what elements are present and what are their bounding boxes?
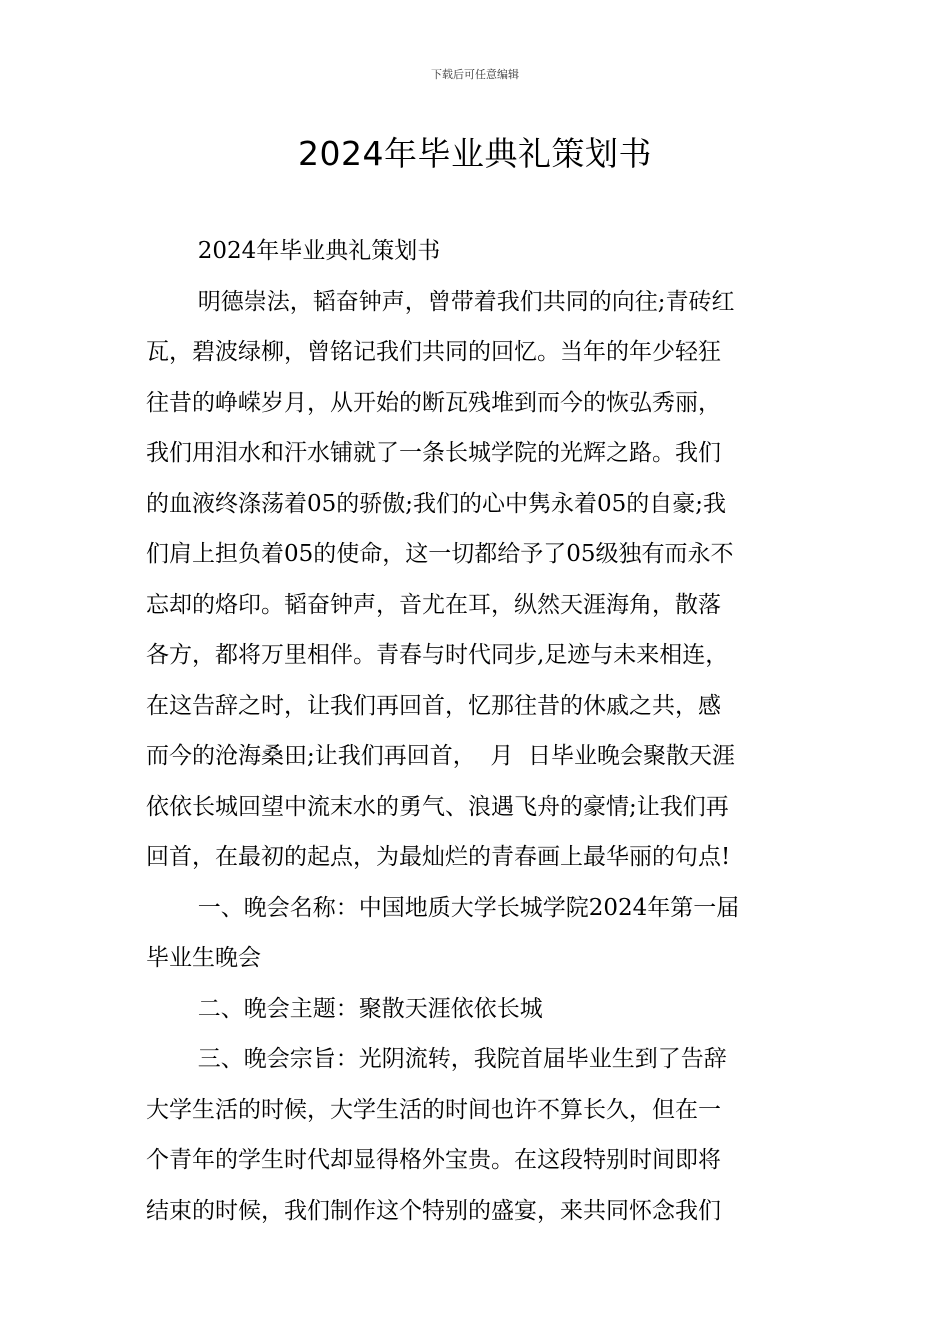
text-line: 们肩上担负着05的使命，这一切都给予了05级独有而永不	[146, 541, 734, 567]
paragraph-event-theme	[146, 984, 806, 1035]
text-line: 而今的沧海桑田;让我们再回首， 月 日毕业晚会聚散天涯	[146, 743, 735, 769]
text-line: 二、晚会主题：聚散天涯依依长城	[197, 995, 543, 1022]
text-line: 结束的时候，我们制作这个特别的盛宴，来共同怀念我们	[146, 1197, 721, 1224]
text-line: 往昔的峥嵘岁月，从开始的断瓦残堆到而今的恢弘秀丽，	[146, 389, 721, 416]
text-line: 2024年毕业典礼策划书	[197, 238, 441, 264]
header-note: 下载后可任意编辑	[431, 68, 519, 81]
text-line: 大学生活的时候，大学生活的时间也许不算长久，但在一	[146, 1096, 721, 1123]
text-line: 毕业生晚会	[146, 945, 261, 971]
text-line: 的血液终涤荡着05的骄傲;我们的心中隽永着05的自豪;我	[146, 490, 727, 517]
text-line: 瓦，碧波绿柳，曾铭记我们共同的回忆。当年的年少轻狂	[146, 339, 721, 365]
text-line: 三、晚会宗旨：光阴流转，我院首届毕业生到了告辞	[197, 1046, 727, 1072]
text-line: 个青年的学生时代却显得格外宝贵。在这段特别时间即将	[146, 1147, 721, 1173]
document-body	[146, 226, 806, 1236]
text-line: 回首，在最初的起点，为最灿烂的青春画上最华丽的句点!	[146, 844, 731, 870]
text-line: 我们用泪水和汗水铺就了一条长城学院的光辉之路。我们	[146, 440, 721, 466]
text-line: 依依长城回望中流末水的勇气、浪遇飞舟的豪情;让我们再	[146, 793, 729, 820]
text-line: 忘却的烙印。韬奋钟声，音尤在耳，纵然天涯海角，散落	[146, 591, 721, 618]
text-line: 明德崇法，韬奋钟声，曾带着我们共同的向往;青砖红	[197, 288, 735, 315]
paragraph-event-name	[146, 883, 806, 984]
paragraph-subtitle	[146, 226, 806, 277]
text-line: 一、晚会名称：中国地质大学长城学院2024年第一届	[197, 894, 740, 921]
paragraph-intro	[146, 277, 806, 883]
paragraph-event-purpose	[146, 1034, 806, 1236]
document-title: 2024年毕业典礼策划书	[298, 134, 652, 173]
text-line: 在这告辞之时，让我们再回首，忆那往昔的休戚之共，感	[146, 692, 721, 719]
text-line: 各方，都将万里相伴。青春与时代同步,足迹与未来相连，	[146, 642, 729, 668]
